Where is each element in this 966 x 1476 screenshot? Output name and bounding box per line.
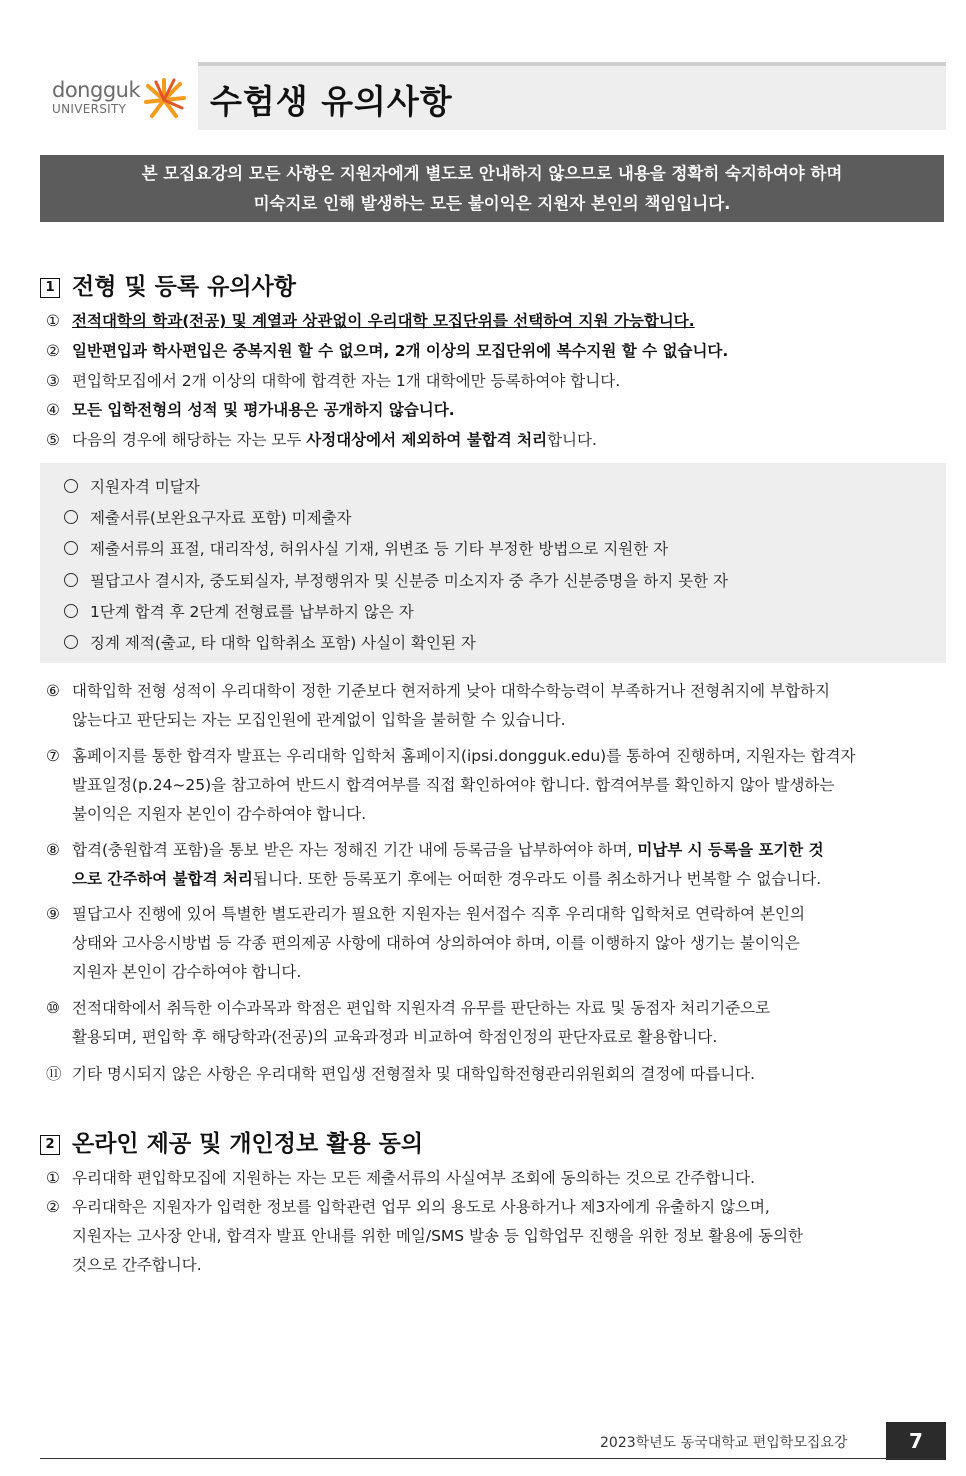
- logo-subtitle: UNIVERSITY: [52, 102, 127, 116]
- box-list-item: [64, 475, 200, 497]
- item-text: [72, 426, 946, 455]
- item-text: [72, 836, 946, 894]
- item-number: ②: [46, 1198, 60, 1216]
- item-line: 대학입학 전형 성적이 우리대학이 정한 기준보다 현저하게 낮아 대학수학능력이 부족하거나 전형취지에 부합하지: [72, 682, 830, 700]
- list-item: [46, 367, 946, 396]
- section-2-heading: [40, 1125, 423, 1158]
- box-item-text: 지원자격 미달자: [90, 478, 200, 496]
- item-text: 모든 입학전형의 성적 및 평가내용은 공개하지 않습니다.: [72, 401, 455, 419]
- item-line: 발표일정(p.24~25)을 참고하여 반드시 합격여부를 직접 확인하여야 합니다. 합격여부를 확인하지 않아 발생하는: [72, 776, 835, 794]
- box-item-text: 1단계 합격 후 2단계 전형료를 납부하지 않은 자: [90, 603, 414, 621]
- list-item: [46, 677, 946, 735]
- list-item: [46, 337, 946, 366]
- item-line: 것으로 간주합니다.: [72, 1256, 202, 1274]
- item-text: 일반편입과 학사편입은 중복지원 할 수 없으며, 2개 이상의 모집단위에 복수지원 할 수 없습니다.: [72, 342, 729, 360]
- list-item: [46, 1060, 946, 1089]
- circle-bullet-icon: [64, 635, 78, 649]
- item-number: ⑧: [46, 841, 60, 859]
- logo-wordmark: dongguk: [52, 78, 141, 102]
- item-number: ④: [46, 401, 60, 419]
- item-line: 활용되며, 편입학 후 해당학과(전공)의 교육과정과 비교하여 학점인정의 판단자료로 활용합니다.: [72, 1028, 718, 1046]
- notice-line-2: 미숙지로 인해 발생하는 모든 불이익은 지원자 본인의 책임입니다.: [253, 194, 731, 213]
- list-item: [46, 1164, 946, 1193]
- item-number: ①: [46, 1169, 60, 1187]
- circle-bullet-icon: [64, 541, 78, 555]
- box-list-item: [64, 537, 668, 559]
- section-2-title: 온라인 제공 및 개인정보 활용 동의: [72, 1131, 424, 1157]
- university-logo: [50, 74, 190, 124]
- item-line: 지원자는 고사장 안내, 합격자 발표 안내를 위한 메일/SMS 발송 등 입학업무 진행을 위한 정보 활용에 동의한: [72, 1227, 804, 1245]
- list-item: [46, 836, 946, 894]
- list-item: [46, 1193, 946, 1280]
- item-line: 합격(충원합격 포함)을 통보 받은 자는 정해진 기간 내에 등록금을 납부하여야 하며,: [72, 841, 638, 859]
- list-item: [46, 307, 946, 336]
- item-text-part: 합니다.: [547, 431, 597, 449]
- section-1-heading: [40, 268, 296, 301]
- box-list-item: [64, 600, 414, 622]
- list-item: [46, 426, 946, 455]
- item-text-emphasis: 으로 간주하여 불합격 처리: [72, 870, 253, 888]
- item-number: ①: [46, 312, 60, 330]
- footer-divider: [40, 1458, 946, 1459]
- title-bar: [198, 62, 946, 130]
- logo-emblem-icon: [142, 76, 188, 120]
- item-text: [72, 900, 946, 987]
- item-text: [72, 742, 946, 829]
- circle-bullet-icon: [64, 479, 78, 493]
- item-text: 편입학모집에서 2개 이상의 대학에 합격한 자는 1개 대학에만 등록하여야 합니다.: [72, 372, 621, 390]
- section-1-number: 1: [40, 278, 60, 298]
- item-line: 필답고사 진행에 있어 특별한 별도관리가 필요한 지원자는 원서접수 직후 우리대학 입학처로 연락하여 본인의: [72, 905, 805, 923]
- item-line: 전적대학에서 취득한 이수과목과 학점은 편입학 지원자격 유무를 판단하는 자료 및 동점자 처리기준으로: [72, 999, 771, 1017]
- circle-bullet-icon: [64, 510, 78, 524]
- page-header: [50, 62, 946, 132]
- exclusion-criteria-box: [40, 463, 946, 663]
- item-line: 불이익은 지원자 본인이 감수하여야 합니다.: [72, 805, 367, 823]
- item-number: ⑦: [46, 747, 60, 765]
- box-item-text: 제출서류(보완요구자료 포함) 미제출자: [90, 509, 352, 527]
- box-item-text: 필답고사 결시자, 중도퇴실자, 부정행위자 및 신분증 미소지자 중 추가 신분증명을 하지 못한 자: [90, 572, 728, 590]
- box-list-item: [64, 631, 476, 653]
- box-item-text: 징계 제적(출교, 타 대학 입학취소 포함) 사실이 확인된 자: [90, 634, 476, 652]
- item-number: ⑥: [46, 682, 60, 700]
- list-item: [46, 994, 946, 1052]
- notice-banner: [40, 155, 944, 222]
- item-line: 우리대학은 지원자가 입력한 정보를 입학관련 업무 외의 용도로 사용하거나 제3자에게 유출하지 않으며,: [72, 1198, 770, 1216]
- box-list-item: [64, 506, 352, 528]
- section-1-title: 전형 및 등록 유의사항: [72, 274, 296, 300]
- list-item: [46, 396, 946, 425]
- list-item: [46, 900, 946, 987]
- item-line: 홈페이지를 통한 합격자 발표는 우리대학 입학처 홈페이지(ipsi.dongguk.edu)를 통하여 진행하며, 지원자는 합격자: [72, 747, 856, 765]
- circle-bullet-icon: [64, 604, 78, 618]
- item-number: ③: [46, 372, 60, 390]
- item-number: ⑤: [46, 431, 60, 449]
- page-title: 수험생 유의사항: [210, 82, 453, 121]
- list-item: [46, 742, 946, 829]
- footer-title: 2023학년도 동국대학교 편입학모집요강: [600, 1435, 848, 1451]
- item-text: [72, 1193, 946, 1280]
- item-text: 기타 명시되지 않은 사항은 우리대학 편입생 전형절차 및 대학입학전형관리위원회의 결정에 따릅니다.: [72, 1065, 756, 1083]
- item-text: [72, 677, 946, 735]
- item-number: ⑪: [46, 1065, 62, 1083]
- item-text: 우리대학 편입학모집에 지원하는 자는 모든 제출서류의 사실여부 조회에 동의하는 것으로 간주합니다.: [72, 1169, 756, 1187]
- item-text-part: 다음의 경우에 해당하는 자는 모두: [72, 431, 307, 449]
- item-number: ⑨: [46, 905, 60, 923]
- item-text-emphasis: 미납부 시 등록을 포기한 것: [637, 841, 824, 859]
- box-item-text: 제출서류의 표절, 대리작성, 허위사실 기재, 위변조 등 기타 부정한 방법으로 지원한 자: [90, 540, 669, 558]
- item-text-emphasis: 사정대상에서 제외하여 불합격 처리: [306, 431, 548, 449]
- item-number: ⑩: [46, 999, 60, 1017]
- circle-bullet-icon: [64, 573, 78, 587]
- section-2-number: 2: [40, 1135, 60, 1155]
- item-text: 전적대학의 학과(전공) 및 계열과 상관없이 우리대학 모집단위를 선택하여 지원 가능합니다.: [72, 312, 695, 330]
- item-line: 지원자 본인이 감수하여야 합니다.: [72, 963, 302, 981]
- page-number: 7: [886, 1422, 946, 1460]
- box-list-item: [64, 569, 728, 591]
- item-text: [72, 994, 946, 1052]
- item-line: 됩니다. 또한 등록포기 후에는 어떠한 경우라도 이를 취소하거나 번복할 수 없습니다.: [252, 870, 822, 888]
- notice-line-1: 본 모집요강의 모든 사항은 지원자에게 별도로 안내하지 않으므로 내용을 정확히 숙지하여야 하며: [141, 164, 843, 183]
- item-number: ②: [46, 342, 60, 360]
- item-line: 않는다고 판단되는 자는 모집인원에 관계없이 입학을 불허할 수 있습니다.: [72, 711, 566, 729]
- item-line: 상태와 고사응시방법 등 각종 편의제공 사항에 대하여 상의하여야 하며, 이를 이행하지 않아 생기는 불이익은: [72, 934, 800, 952]
